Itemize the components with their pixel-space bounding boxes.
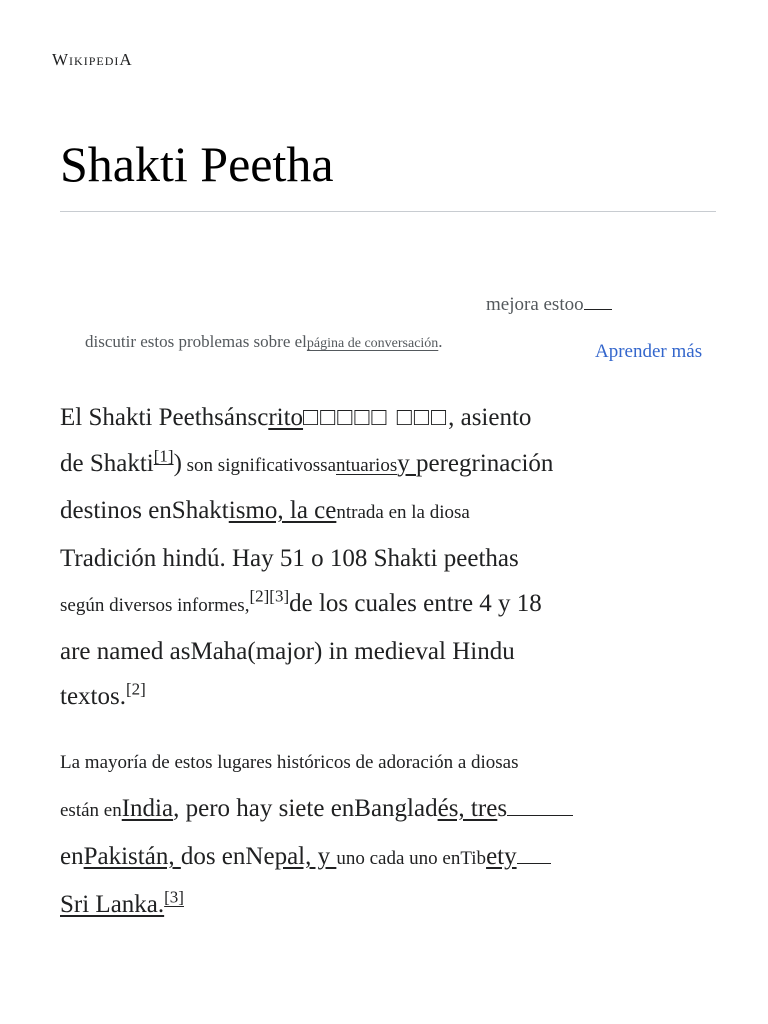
maintenance-notice-line1 <box>486 294 612 316</box>
para1-text-4: ) <box>173 449 182 477</box>
wikipedia-wordmark[interactable]: WikipediA <box>52 50 133 69</box>
underline-gap <box>584 308 612 310</box>
nepal-link[interactable]: pal, y <box>274 843 337 870</box>
intro-paragraph-1 <box>60 395 720 720</box>
para2-text-2: están en <box>60 800 122 821</box>
devanagari-text: □□□□□ □□□ <box>303 404 449 431</box>
reference-4[interactable]: [2] <box>125 679 146 699</box>
sri-lanka-link[interactable]: Sri Lanka. <box>60 891 165 918</box>
talk-page-link[interactable]: página de conversación <box>306 336 439 351</box>
page-title: Shakti Peetha <box>60 136 334 192</box>
para1-text-2: , asiento <box>448 404 532 431</box>
reference-1[interactable]: [1] <box>153 446 174 466</box>
notice-suffix: . <box>438 332 443 351</box>
para1-text-3: de Shakti <box>60 449 154 477</box>
para1-text-7: destinos enShakt <box>60 497 229 524</box>
para1-text-13: textos. <box>60 683 126 710</box>
underline-gap <box>517 862 551 864</box>
para2-text-6: dos enNe <box>180 843 275 870</box>
bangladesh-link[interactable]: és, tre <box>437 795 498 822</box>
maintenance-notice-line2 <box>85 332 443 352</box>
pakistan-link[interactable]: Pakistán, <box>83 843 181 870</box>
para1-text-6: peregrinación <box>415 449 554 477</box>
para2-text-4: s <box>497 795 508 822</box>
para1-text-1: El Shakti Peethsánsc <box>60 404 269 431</box>
para1-text-9: Tradición hindú. Hay 51 o 108 Shakti peethas <box>60 544 519 572</box>
notice-text: mejora estoo <box>486 294 584 315</box>
para1-text-8: ntrada en la diosa <box>336 502 470 523</box>
para1-text-12: are named asMaha(major) in medieval Hindu <box>60 637 515 665</box>
reference-3[interactable]: [3] <box>269 586 290 606</box>
para2-text-1: La mayoría de estos lugares históricos de adoración a diosas <box>60 752 519 773</box>
intro-paragraph-2 <box>60 738 720 928</box>
tibet-link[interactable]: ety <box>486 843 517 870</box>
para1-text-5: son significativossa <box>181 454 337 476</box>
learn-more-link[interactable]: Aprender más <box>595 341 703 362</box>
reference-5[interactable]: [3] <box>164 887 184 907</box>
para2-text-7: uno cada uno enTib <box>336 848 487 869</box>
para1-text-11: de los cuales entre 4 y 18 <box>289 590 542 617</box>
underline-gap <box>507 814 573 816</box>
sanskrit-link[interactable]: rito <box>268 404 304 431</box>
india-link[interactable]: India <box>121 795 174 822</box>
para2-text-5: en <box>60 843 84 870</box>
y-link[interactable]: y <box>397 449 416 477</box>
reference-2[interactable]: [2] <box>249 586 270 606</box>
notice-discuss-text: discutir estos problemas sobre el <box>85 332 307 351</box>
title-divider <box>60 211 716 212</box>
para1-text-10: según diversos informes, <box>60 595 250 616</box>
shaktismo-link[interactable]: ismo, la ce <box>228 497 337 524</box>
para2-text-3: , pero hay siete enBanglad <box>173 795 438 822</box>
santuarios-link[interactable]: ntuarios <box>336 454 398 476</box>
